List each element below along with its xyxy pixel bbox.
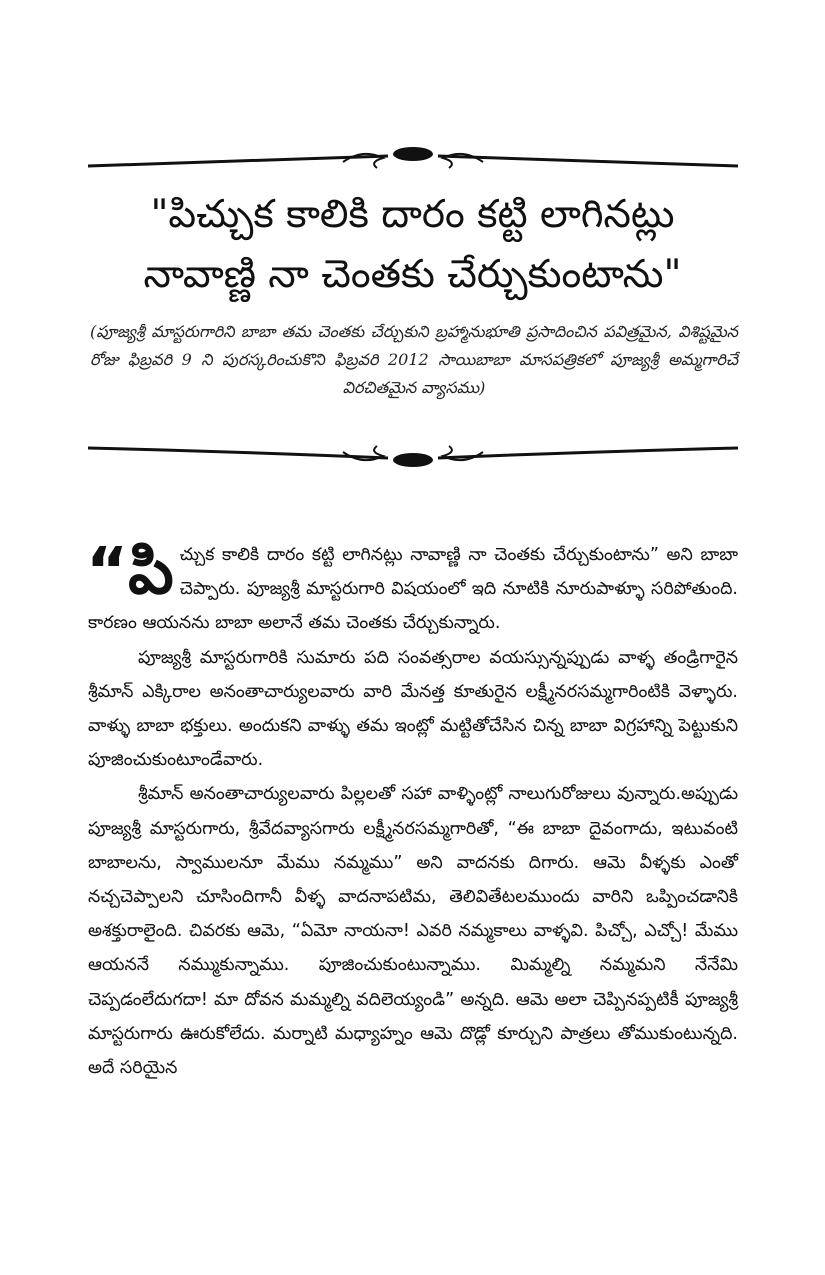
article-body [86, 535, 738, 1085]
top-ornament-divider [88, 144, 738, 178]
title-line-1: "పిచ్చుక కాలికి దారం కట్టి లాగినట్లు [150, 192, 675, 237]
paragraph-1 [86, 535, 738, 641]
drop-cap: “పి [86, 535, 174, 609]
paragraph-1-text: చ్చుక కాలికి దారం కట్టి లాగినట్లు నావాణ్ణి నా చెంతకు చేర్చుకుంటాను” అని బాబా చెప్పారు. పూజ్యశ్రీ మాస్టరుగారి విషయంలో ఇది నూటికి నూరుపాళ్ళూ సరిపోతుంది. కారణం ఆయనను బాబా అలానే తమ చెంతకు చేర్చుకున్నారు. [88, 545, 738, 634]
subtitle-note: (పూజ్యశ్రీ మాస్టరుగారిని బాబా తమ చెంతకు చేర్చుకుని బ్రహ్మానుభూతి ప్రసాదించిన పవిత్రమైన, విశిష్టమైన రోజు ఫిబ్రవరి 9 ని పురస్కరించుకొని ఫిబ్రవరి 2012 సాయిబాబా మాసపత్రికలో పూజ్యశ్రీ అమ్మగారిచే విరచితమైన వ్యాసము) [90, 322, 738, 397]
paragraph-2: పూజ్యశ్రీ మాస్టరుగారికి సుమారు పది సంవత్సరాల వయస్సున్నప్పుడు వాళ్ళ తండ్రిగారైన శ్రీమాన్ ఎక్కిరాల అనంతాచార్యులవారు వారి మేనత్త కూతురైన లక్ష్మీనరసమ్మగారింటికి వెళ్ళారు. వాళ్ళు బాబా భక్తులు. అందుకని వాళ్ళు తమ ఇంట్లో మట్టితోచేసిన చిన్న బాబా విగ్రహాన్ని పెట్టుకుని పూజించుకుంటూండేవారు. [88, 647, 738, 771]
title-line-2: నావాణ్ణి నా చెంతకు చేర్చుకుంటాను" [143, 252, 682, 297]
paragraph-3: శ్రీమాన్ అనంతాచార్యులవారు పిల్లలతో సహా వాళ్ళింట్లో నాలుగురోజులు వున్నారు.అప్పుడు పూజ్యశ్రీ మాస్టరుగారు, శ్రీవేదవ్యాసగారు లక్ష్మీనరసమ్మగారితో, “ఈ బాబా దైవంగాదు, ఇటువంటి బాబాలను, స్వాములనూ మేము నమ్మము” అని వాదనకు దిగారు. ఆమె వీళ్ళకు ఎంతో నచ్చచెప్పాలని చూసిందిగానీ వీళ్ళ వాదనాపటిమ, తెలివితేటలముందు వారిని ఒప్పించడానికి అశక్తురాలైంది. చివరకు ఆమె, “ఏమో నాయనా! ఎవరి నమ్మకాలు వాళ్ళవి. పిచ్చో, ఎచ్చో! మేము ఆయననే నమ్ముకున్నాము. పూజించుకుంటున్నాము. మిమ్మల్ని నమ్మమని నేనేమి చెప్పడంలేదుగదా! మా దోవన మమ్మల్ని వదిలెయ్యండి” అన్నది. ఆమె అలా చెప్పినప్పటికీ పూజ్యశ్రీ మాస్టరుగారు ఊరుకోలేదు. మర్నాటి మధ్యాహ్నం ఆమె దొడ్లో కూర్చుని పాత్రలు తోముకుంటున్నది. అదే సరియైన [88, 784, 738, 1079]
bottom-ornament-divider [88, 438, 738, 472]
